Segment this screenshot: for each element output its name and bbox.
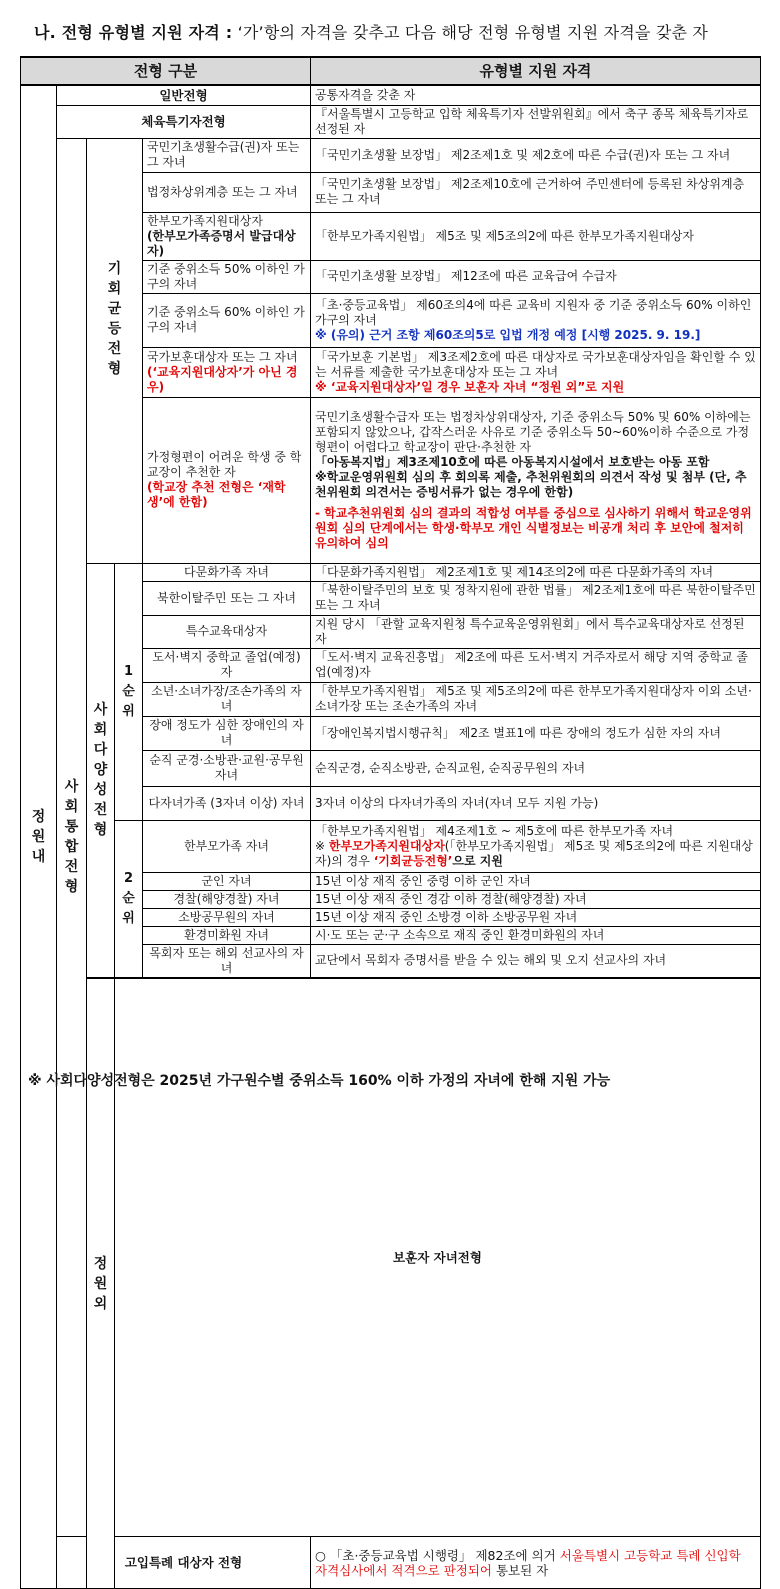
table-row: [21, 105, 761, 138]
group-social: 사회통합전형: [57, 138, 87, 1537]
row-text-special: ○ 「초·중등교육법 시행령」 제82조에 의거 서울특별시 고등학교 특례 신입학 자격심사에서 적격으로 판정되어 통보된 자: [311, 1537, 761, 1589]
row-text: 「국가보훈 기본법」 제3조제2호에 따른 대상자로 국가보훈대상자임을 확인할 수 있는 서류를 제출한 국가보훈대상자 또는 그 자녀 ※ ‘교육지원대상자’일 경우 보훈자 자녀 “정원 외”로 지원: [311, 347, 761, 397]
group-equal: 기회균등전형: [87, 138, 143, 563]
row-label-special: 고입특례 대상자 전형: [57, 1537, 311, 1589]
row-label: 도서·벽지 중학교 졸업(예정)자: [143, 648, 311, 682]
table-row: [21, 85, 761, 105]
row-label: 한부모가족지원대상자 (한부모가족증명서 발급대상자): [143, 212, 311, 260]
header-category: 전형 구분: [21, 57, 311, 85]
group-diverse: 사회다양성전형: [87, 563, 115, 978]
table-header-row: [21, 57, 761, 85]
row-text: 「한부모가족지원법」 제5조 및 제5조의2에 따른 한부모가족지원대상자 이외 소년·소녀가장 또는 조손가족의 자녀: [311, 682, 761, 716]
table-row: [21, 820, 761, 872]
row-label: 소년·소녀가장/조손가족의 자녀: [143, 682, 311, 716]
eligibility-table: [20, 56, 761, 1589]
row-label: 다문화가족 자녀: [143, 563, 311, 581]
row-label: 기준 중위소득 60% 이하인 가구의 자녀: [143, 293, 311, 347]
row-label: 다자녀가족 (3자녀 이상) 자녀: [143, 786, 311, 820]
row-label: 순직 군경·소방관·교원·공무원 자녀: [143, 750, 311, 786]
row-text: 「장애인복지법시행규칙」 제2조 별표1에 따른 장애의 정도가 심한 자의 자녀: [311, 716, 761, 750]
section-title: [34, 20, 708, 43]
row-text: 「초·중등교육법」 제60조의4에 따른 교육비 지원자 중 기준 중위소득 60% 이하인 가구의 자녀 ※ (유의) 근거 조항 제60조의5로 입법 개정 예정 [시행 2025. 9. 19.]: [311, 293, 761, 347]
row-text: 「다문화가족지원법」 제2조제1호 및 제14조의2에 따른 다문화가족의 자녀: [311, 563, 761, 581]
table-row: [21, 1537, 761, 1589]
row-label: 군인 자녀: [143, 872, 311, 890]
row-text: 지원 당시 「관할 교육지원청 특수교육운영위원회」에서 특수교육대상자로 선정된 자: [311, 615, 761, 648]
row-label-sports: 체육특기자전형: [57, 105, 311, 138]
row-label: 장애 정도가 심한 장애인의 자녀: [143, 716, 311, 750]
table-row: [21, 563, 761, 581]
table-row: [21, 978, 761, 1537]
row-text: 「북한이탈주민의 보호 및 정착지원에 관한 법률」 제2조제1호에 따른 북한이탈주민 또는 그 자녀: [311, 581, 761, 615]
row-label: 북한이탈주민 또는 그 자녀: [143, 581, 311, 615]
row-label: 목회자 또는 해외 선교사의 자녀: [143, 944, 311, 978]
footnote: ※ 사회다양성전형은 2025년 가구원수별 중위소득 160% 이하 가정의 자녀에 한해 지원 가능: [28, 1073, 611, 1089]
row-label: 특수교육대상자: [143, 615, 311, 648]
section-heading: 나. 전형 유형별 지원 자격 :: [34, 23, 233, 42]
group-inside: 정원내: [21, 85, 57, 1589]
row-text: 「국민기초생활 보장법」 제2조제10호에 근거하여 주민센터에 등록된 차상위계층 또는 그 자녀: [311, 172, 761, 212]
row-text: 3자녀 이상의 다자녀가족의 자녀(자녀 모두 지원 가능): [311, 786, 761, 820]
row-label: 한부모가족 자녀: [143, 820, 311, 872]
row-text: 순직군경, 순직소방관, 순직교원, 순직공무원의 자녀: [311, 750, 761, 786]
row-label: 국가보훈대상자 또는 그 자녀 (‘교육지원대상자’가 아닌 경우): [143, 347, 311, 397]
row-label: 가정형편이 어려운 학생 중 학교장이 추천한 자 (학교장 추천 전형은 ‘재학생’에 한함): [143, 397, 311, 563]
group-rank2: 2순위: [115, 820, 143, 978]
table-row: [21, 138, 761, 172]
row-text: 「한부모가족지원법」 제4조제1호 ~ 제5호에 따른 한부모가족 자녀 ※ 한부모가족지원대상자(「한부모가족지원법」 제5조 및 제5조의2에 따른 지원대상자)의 경우 ‘기회균등전형’으로 지원: [311, 820, 761, 872]
row-text: 「한부모가족지원법」 제5조 및 제5조의2에 따른 한부모가족지원대상자: [311, 212, 761, 260]
group-rank1: 1순위: [115, 563, 143, 820]
row-text: 시·도 또는 군·구 소속으로 재직 중인 환경미화원의 자녀: [311, 926, 761, 944]
row-label-veteran: 보훈자 자녀전형: [115, 978, 761, 1537]
row-label: 법정차상위계층 또는 그 자녀: [143, 172, 311, 212]
row-text: 15년 이상 재직 중인 소방경 이하 소방공무원 자녀: [311, 908, 761, 926]
row-text-sports: 『서울특별시 고등학교 입학 체육특기자 선발위원회』에서 축구 종목 체육특기자로 선정된 자: [311, 105, 761, 138]
header-qualification: 유형별 지원 자격: [311, 57, 761, 85]
row-label: 기준 중위소득 50% 이하인 가구의 자녀: [143, 260, 311, 293]
row-label-general: 일반전형: [57, 85, 311, 105]
row-label: 국민기초생활수급(권)자 또는 그 자녀: [143, 138, 311, 172]
row-text: 교단에서 목회자 증명서를 받을 수 있는 해외 및 오지 선교사의 자녀: [311, 944, 761, 978]
row-text: 「국민기초생활 보장법」 제2조제1호 및 제2호에 따른 수급(권)자 또는 그 자녀: [311, 138, 761, 172]
section-subtitle: ‘가’항의 자격을 갖추고 다음 해당 전형 유형별 지원 자격을 갖춘 자: [237, 23, 709, 42]
row-text: 「국민기초생활 보장법」 제12조에 따른 교육급여 수급자: [311, 260, 761, 293]
row-text: 「도서·벽지 교육진흥법」 제2조에 따른 도서·벽지 거주자로서 해당 지역 중학교 졸업(예정)자: [311, 648, 761, 682]
row-text-general: 공통자격을 갖춘 자: [311, 85, 761, 105]
group-outside: 정원외: [87, 978, 115, 1589]
row-text: 국민기초생활수급자 또는 법정차상위대상자, 기준 중위소득 50% 및 60% 이하에는 포함되지 않았으나, 갑작스러운 사유로 기준 중위소득 50~60%이하 수준으로 가정형편이 어렵다고 학교장이 판단·추천한 자 「아동복지법」제3조제10호에 따른 아동복지시설에서 보호받는 아동 포함 ※학교운영위원회 심의 후 회의록 제출, 추천위원회의 의견서 작성 및 첨부 (단, 추천위원회 의견서는 증빙서류가 없는 경우에 한함) - 학교추천위원회 심의 결과의 적합성 여부를 중심으로 심사하기 위해서 학교운영위원회 심의 단계에서는 학생·학부모 개인 식별정보는 비공개 처리 후 보안에 철저히 유의하여 심의: [311, 397, 761, 563]
row-label: 환경미화원 자녀: [143, 926, 311, 944]
row-label: 소방공무원의 자녀: [143, 908, 311, 926]
row-label: 경찰(해양경찰) 자녀: [143, 890, 311, 908]
row-text: 15년 이상 재직 중인 경감 이하 경찰(해양경찰) 자녀: [311, 890, 761, 908]
row-text: 15년 이상 재직 중인 중령 이하 군인 자녀: [311, 872, 761, 890]
